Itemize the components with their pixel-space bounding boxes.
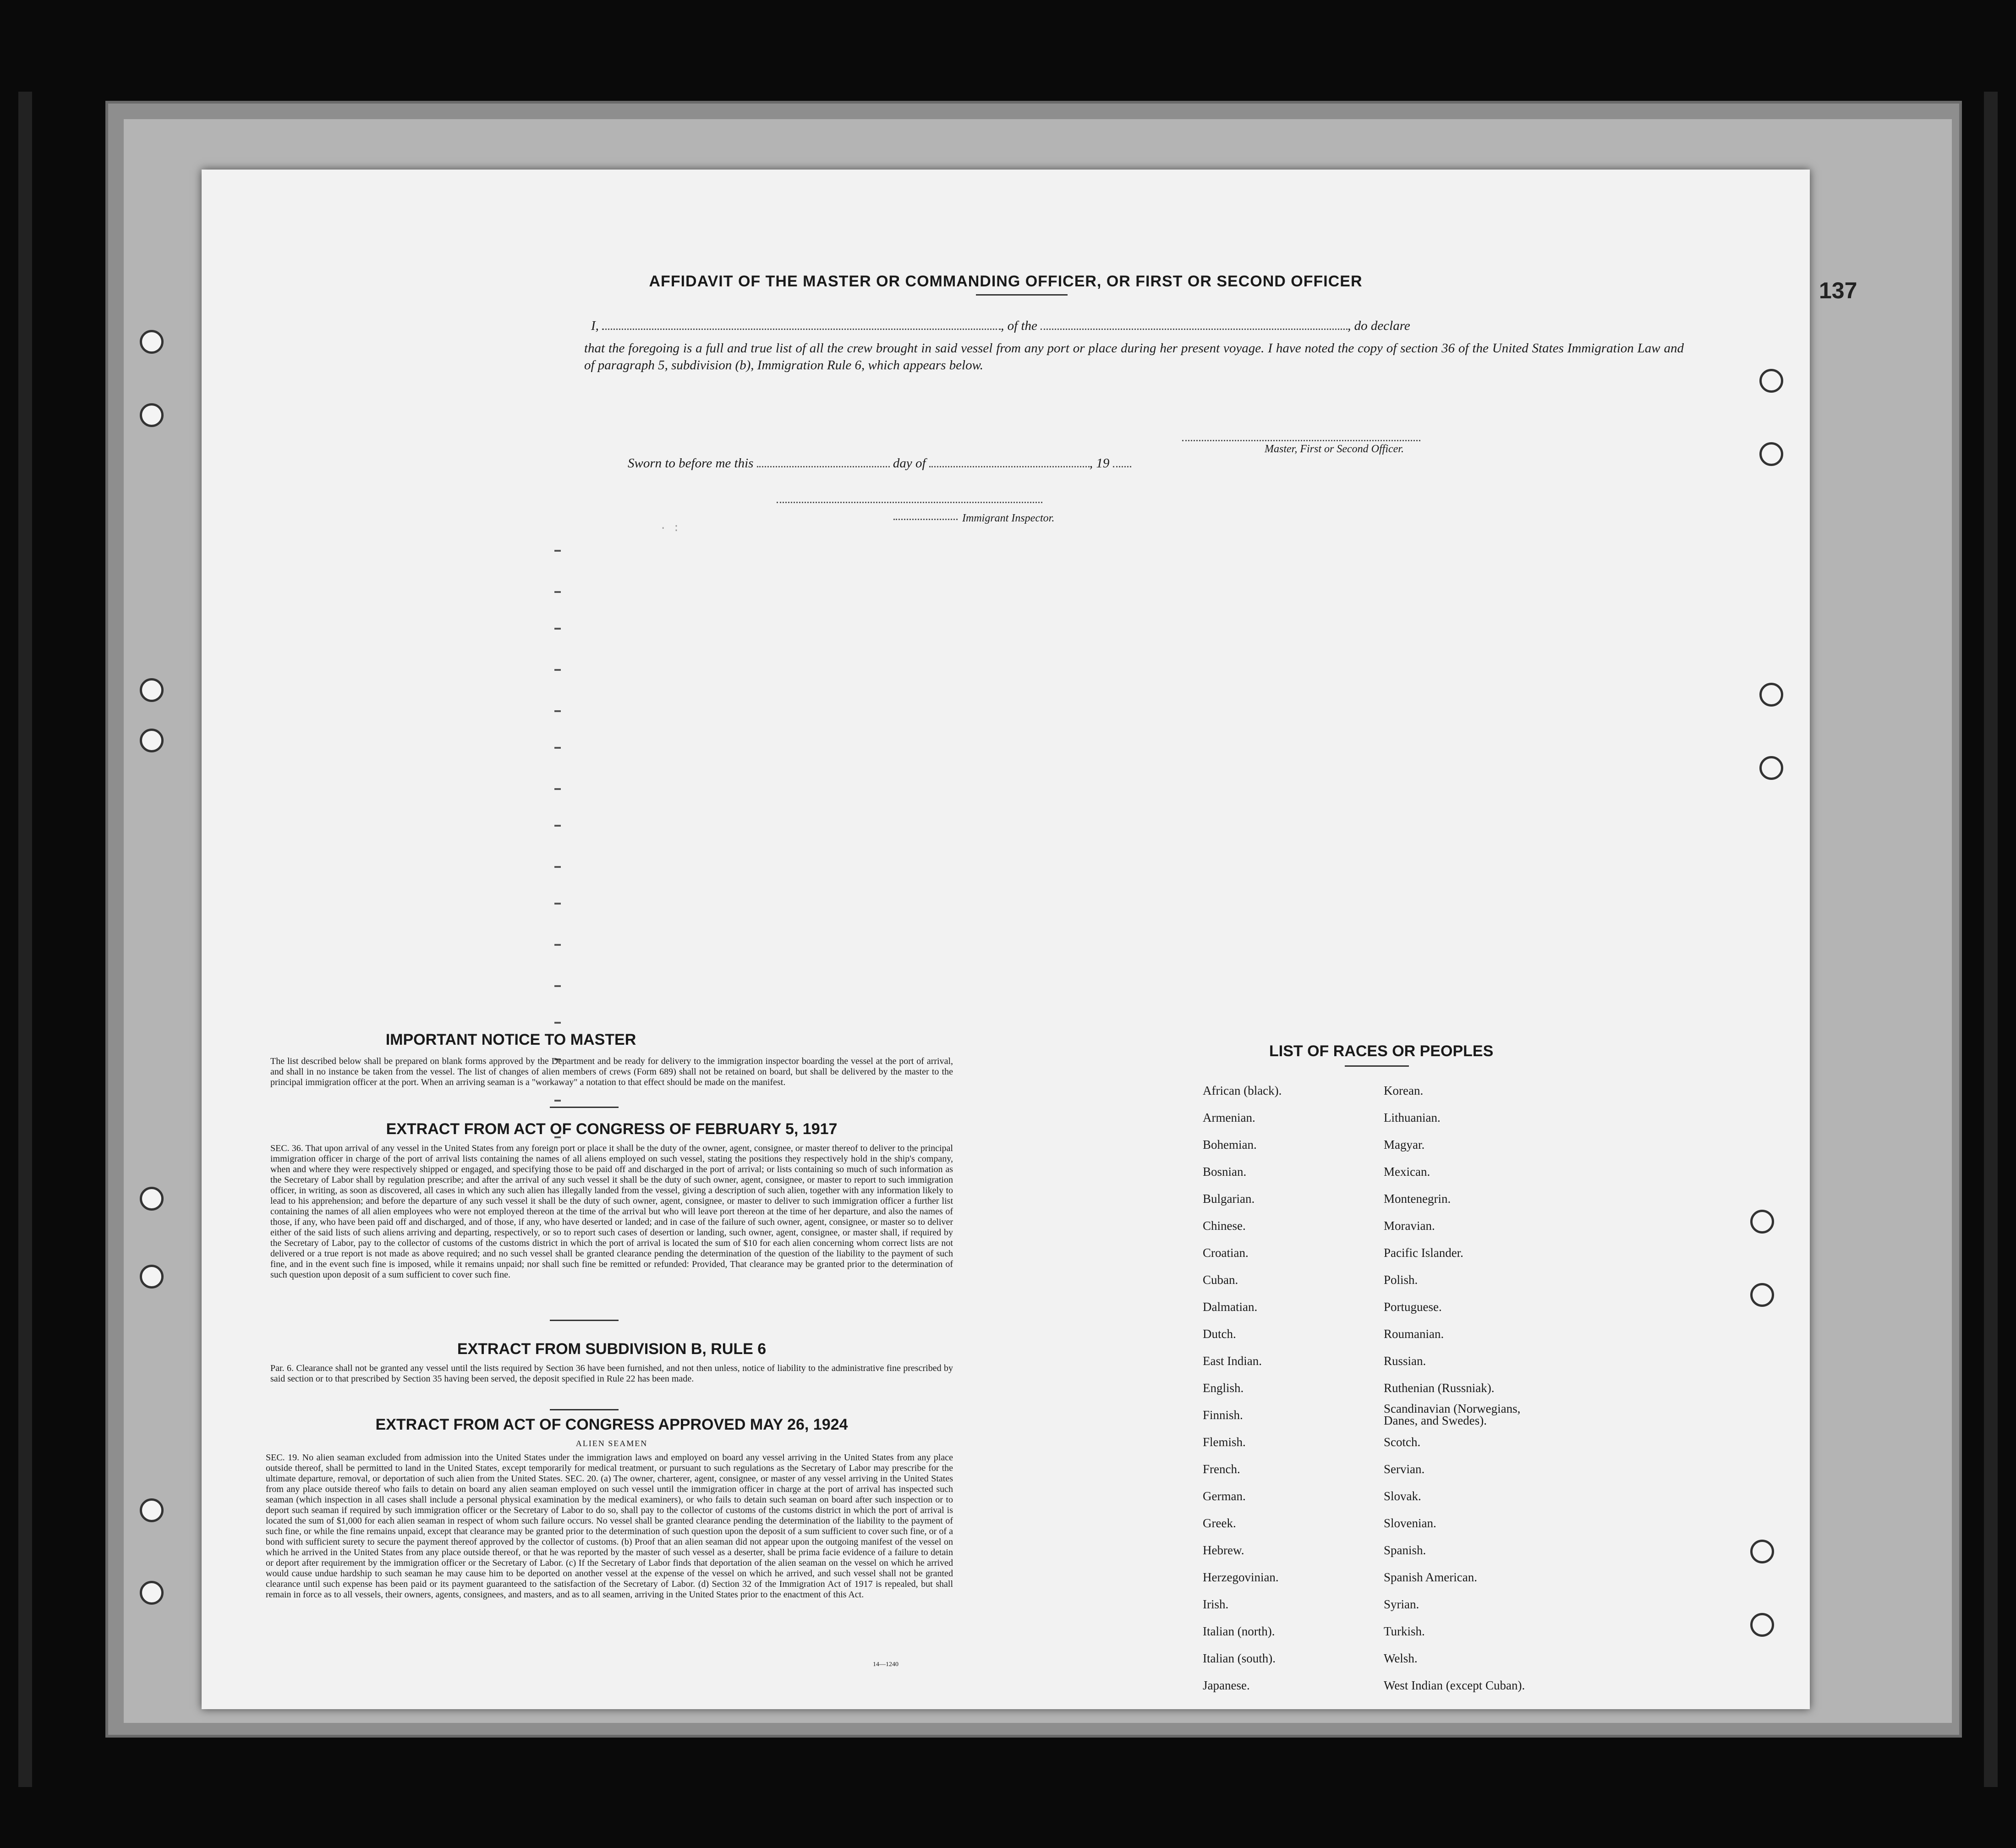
film-edge-right (1984, 92, 1998, 1787)
race-item: Italian (north). (1203, 1624, 1275, 1638)
dash-mark (554, 1022, 561, 1024)
sworn-year: , 19 (1089, 456, 1110, 471)
dash-mark (554, 788, 561, 790)
extract-1917-body: SEC. 36. That upon arrival of any vessel in the United States from any foreign port or place it shall be the duty of the owner, agent, consignee, or master thereof to deliver to the principal immigration officer in charge of the port of arrival lists containing the names of all aliens employed on such vessel, stating the positions they respectively hold in the ship's company, when and where they were respectively shipped or engaged, and specifying those to be paid off and discharged in the port of arrival; or lists containing so much of such information as the Secretary of Labor shall by regulation prescribe; and after the arrival of any such vessel it shall be the duty of such owner, agent, consignee, or master to report to such immigration officer, in writing, as soon as discovered, all cases in which any such alien has illegally landed from the vessel, giving a description of such alien, together with any information likely to lead to his apprehension; and before the departure of any such vessel it shall be the duty of such owner, agent, consignee, or master to deliver to such immigration officer a further list containing the names of all alien employees who were not employed thereon at the time of the arrival but who will leave port thereon at the time of her departure, and also the names of those, if any, who have been paid off and discharged, and of those, if any, who have deserted or landed; and in case of the failure of such owner, agent, consignee, or master so to deliver either of the said lists of such aliens arriving and departing, respectively, or so to report such cases of desertion or landing, such owner, agent, consignee, or master shall, if required by the Secretary of Labor, pay to the collector of customs of the customs district in which the port of arrival is located the sum of $10 for each alien concerning whom correct lists are not delivered or a true report is not made as above required; and no such vessel shall be granted clearance pending the determination of the question of the liability to the payment of such fine, and in the event such fine is imposed, while it remains unpaid; nor shall such fine be remitted or refunded: Provided, That clearance may be granted prior to the determination of such question upon deposit of a sum sufficient to cover such fine. (270, 1143, 953, 1280)
binder-hole (1750, 1540, 1774, 1563)
race-item: Croatian. (1203, 1246, 1249, 1260)
dash-mark (554, 944, 561, 946)
affidavit-i: I, (591, 318, 599, 333)
signature-line[interactable] (1182, 440, 1420, 441)
race-item: Italian (south). (1203, 1651, 1276, 1665)
binder-hole (1750, 1210, 1774, 1234)
binder-hole (1759, 369, 1783, 393)
race-item: Pacific Islander. (1384, 1246, 1463, 1260)
race-item: Korean. (1384, 1084, 1424, 1097)
sworn-day-of: day of (893, 456, 926, 471)
sworn-year-field[interactable] (1113, 466, 1131, 467)
race-item: Greek. (1203, 1516, 1236, 1530)
dash-mark (554, 825, 561, 827)
notice-divider (550, 1107, 619, 1108)
race-item: Montenegrin. (1384, 1192, 1451, 1206)
affidavit-of-the: , of the (1001, 318, 1037, 333)
affidavit-page (202, 170, 1810, 1709)
extract-1924-body: SEC. 19. No alien seaman excluded from admission into the United States under the immigration laws and employed on board any vessel arriving in the United States from any place outside thereof, shall be permitted to land in the United States, except temporarily for medical treatment, or pursuant to such regulations as the Secretary of Labor may prescribe for the ultimate departure, removal, or deportation of such alien from the United States. SEC. 20. (a) The owner, charterer, agent, consignee, or master of any vessel arriving in the United States from any place outside thereof who fails to detain on board any alien seaman employed on such vessel until the immigration officer in charge at the port of arrival has inspected such seaman (which inspection in all cases shall include a personal physical examination by the medical examiners), or who fails to detain such seaman on board after such inspection or to deport such seaman if required by such immigration officer or the Secretary of Labor to do so, shall pay to the collector of customs of the customs district in which the port of arrival is located the sum of $1,000 for each alien seaman in respect of whom such failure occurs. No vessel shall be granted clearance pending the determination of the liability to the payment of such fine, or while the fine remains unpaid, except that clearance may be granted prior to the determination of such question upon the deposit of a sum sufficient to cover such fine, or of a bond with sufficient surety to secure the payment thereof approved by the collector of customs. (b) Proof that an alien seaman did not appear upon the outgoing manifest of the vessel on which he arrived in the United States from any place outside thereof, or that he was reported by the master of such vessel as a deserter, shall be prima facie evidence of a failure to detain or deport after requirement by the immigration officer or the Secretary of Labor. (c) If the Secretary of Labor finds that deportation of the alien seaman on the vessel on which he arrived would cause undue hardship to such seaman he may cause him to be deported on another vessel at the expense of the vessel on which he arrived, and such vessel shall not be granted clearance until such expense has been paid or its payment guaranteed to the satisfaction of the Secretary of Labor. (d) Section 32 of the Immigration Act of 1917 is repealed, but shall remain in force as to all vessels, their owners, agents, consignees, and masters, and as to all seamen, arriving in the United States prior to the enactment of this Act. (266, 1453, 953, 1600)
race-item: Bulgarian. (1203, 1192, 1255, 1206)
dash-mark (554, 1100, 561, 1102)
race-item: Turkish. (1384, 1624, 1425, 1638)
race-item: German. (1203, 1489, 1246, 1503)
inspector-dash (893, 519, 958, 520)
race-item: East Indian. (1203, 1354, 1262, 1368)
race-item: Lithuanian. (1384, 1111, 1441, 1124)
race-item: Spanish American. (1384, 1570, 1477, 1584)
race-item: Bohemian. (1203, 1138, 1257, 1152)
film-edge-left (18, 92, 32, 1787)
race-item: Portuguese. (1384, 1300, 1442, 1314)
binder-hole (140, 729, 164, 752)
race-item: Herzegovinian. (1203, 1570, 1279, 1584)
dash-mark (554, 747, 561, 749)
race-item: Magyar. (1384, 1138, 1425, 1152)
race-item: Chinese. (1203, 1219, 1246, 1233)
race-item: Scotch. (1384, 1435, 1421, 1449)
binder-hole (1759, 683, 1783, 707)
race-item: Dalmatian. (1203, 1300, 1258, 1314)
name-field[interactable] (602, 329, 1001, 330)
sworn-prefix: Sworn to before me this (628, 456, 754, 471)
bleed-through-text: · : (660, 522, 680, 535)
dash-mark (554, 628, 561, 630)
race-item: African (black). (1203, 1084, 1282, 1097)
dash-mark (554, 903, 561, 905)
affidavit-line1 (591, 318, 1682, 334)
race-item: Roumanian. (1384, 1327, 1444, 1341)
sworn-line (628, 456, 1131, 471)
title-underline (976, 294, 1068, 296)
sworn-day-field[interactable] (757, 466, 890, 467)
inspector-signature-line[interactable] (777, 502, 1042, 503)
binder-hole (140, 403, 164, 427)
race-item: Polish. (1384, 1273, 1418, 1287)
race-item: Spanish. (1384, 1543, 1426, 1557)
races-title: LIST OF RACES OR PEOPLES (1269, 1042, 1494, 1060)
binder-hole (140, 1265, 164, 1289)
race-item: Scandinavian (Norwegians, Danes, and Swedes). (1384, 1402, 1521, 1427)
dash-mark (554, 710, 561, 712)
extract-1917-title: EXTRACT FROM ACT OF CONGRESS OF FEBRUARY 5, 1917 (386, 1120, 838, 1138)
race-item: Slovenian. (1384, 1516, 1436, 1530)
race-item: Hebrew. (1203, 1543, 1244, 1557)
race-item: Dutch. (1203, 1327, 1236, 1341)
race-item: West Indian (except Cuban). (1384, 1678, 1525, 1692)
binder-hole (140, 330, 164, 354)
race-item: English. (1203, 1381, 1244, 1395)
race-item: Cuban. (1203, 1273, 1238, 1287)
race-item: Finnish. (1203, 1408, 1243, 1422)
affidavit-body: that the foregoing is a full and true list of all the crew brought in said vessel from any port or place during her present voyage. I have noted the copy of section 36 of the United States Immigration Law and of paragraph 5, subdivision (b), Immigration Rule 6, which appears below. (584, 341, 1684, 373)
affidavit-title: AFFIDAVIT OF THE MASTER OR COMMANDING OFFICER, OR FIRST OR SECOND OFFICER (649, 273, 1363, 290)
inspector-label: Immigrant Inspector. (962, 512, 1055, 524)
race-item: Russian. (1384, 1354, 1426, 1368)
rule6-body: Par. 6. Clearance shall not be granted any vessel until the lists required by Section 36 have been furnished, and not then unless, notice of liability to the administrative fine prescribed by said section or to that prescribed by Section 35 having been served, the deposit specified in Rule 22 has been made. (270, 1363, 953, 1384)
binder-hole (140, 1498, 164, 1522)
extract-1917-divider (550, 1320, 619, 1321)
binder-hole (1759, 442, 1783, 466)
binder-hole (1759, 756, 1783, 780)
race-item: French. (1203, 1462, 1240, 1476)
race-item: Mexican. (1384, 1165, 1430, 1179)
dash-mark (554, 591, 561, 593)
notice-title: IMPORTANT NOTICE TO MASTER (385, 1031, 636, 1048)
race-item: Armenian. (1203, 1111, 1255, 1124)
sworn-month-field[interactable] (929, 466, 1090, 467)
dash-mark (554, 550, 561, 552)
notice-body: The list described below shall be prepared on blank forms approved by the Department and be ready for delivery to the immigration inspector boarding the vessel at the port of arrival, and shall in no instance be taken from the vessel. The list of changes of alien members of crews (Form 689) shall not be retained on board, but shall be delivered by the master to the principal immigration officer at the port. When an arriving seaman is a "workaway" a notation to that effect should be made on the manifest. (270, 1056, 953, 1087)
binder-hole (140, 1581, 164, 1605)
race-item: Welsh. (1384, 1651, 1418, 1665)
race-item: Syrian. (1384, 1597, 1419, 1611)
race-item: Irish. (1203, 1597, 1229, 1611)
race-item: Moravian. (1384, 1219, 1435, 1233)
rule6-divider (550, 1409, 619, 1410)
extract-1924-title: EXTRACT FROM ACT OF CONGRESS APPROVED MAY 26, 1924 (375, 1416, 848, 1433)
affidavit-declare: , do declare (1348, 318, 1410, 333)
race-item: Ruthenian (Russniak). (1384, 1381, 1495, 1395)
race-item: Japanese. (1203, 1678, 1250, 1692)
race-item: Flemish. (1203, 1435, 1246, 1449)
dash-mark (554, 985, 561, 987)
binder-hole (140, 1187, 164, 1211)
race-item: Bosnian. (1203, 1165, 1247, 1179)
race-item: Slovak. (1384, 1489, 1421, 1503)
vessel-field[interactable] (1041, 329, 1348, 330)
binder-hole (1750, 1613, 1774, 1637)
dash-mark (554, 866, 561, 868)
rule6-title: EXTRACT FROM SUBDIVISION B, RULE 6 (457, 1340, 767, 1358)
race-item: Servian. (1384, 1462, 1425, 1476)
binder-hole (1750, 1283, 1774, 1307)
page-number: 137 (1819, 278, 1857, 303)
extract-1924-subtitle: ALIEN SEAMEN (575, 1439, 648, 1448)
dash-mark (554, 669, 561, 671)
signature-label: Master, First or Second Officer. (1265, 443, 1404, 455)
races-underline (1345, 1065, 1409, 1067)
form-number: 14—1240 (873, 1661, 898, 1668)
binder-hole (140, 678, 164, 702)
